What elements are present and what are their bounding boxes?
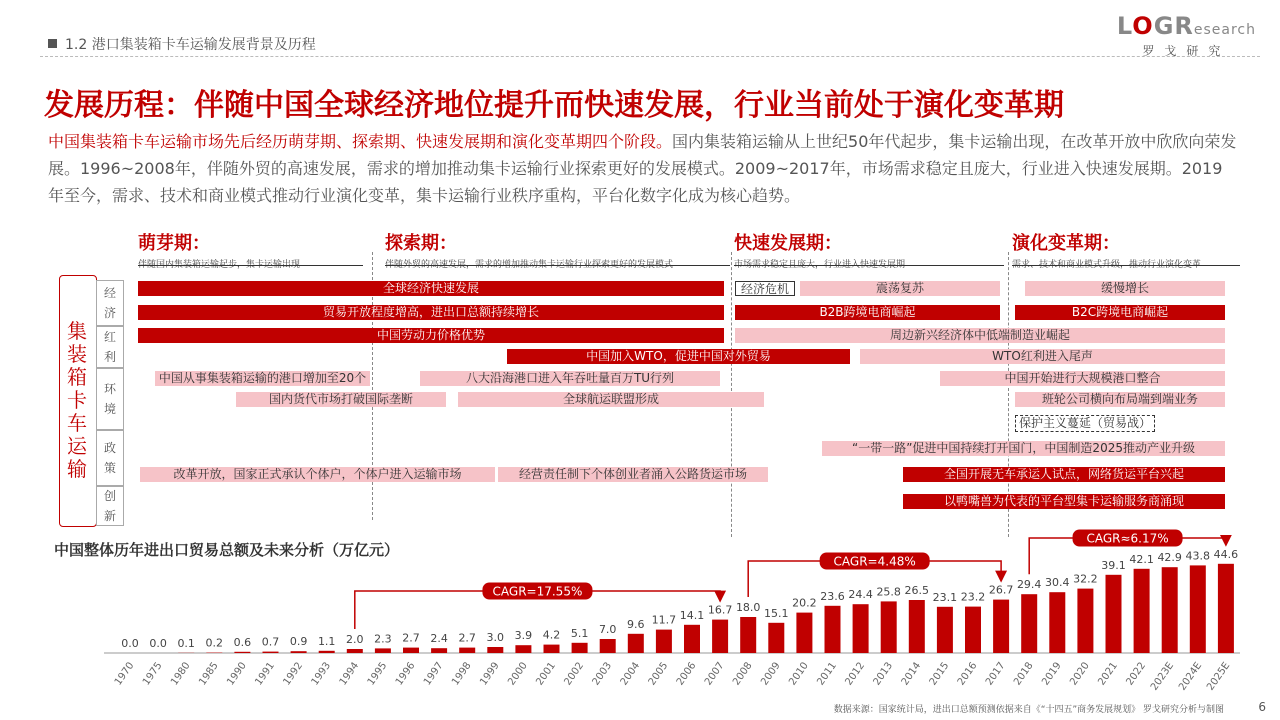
x-tick-label: 2022: [1124, 660, 1149, 688]
timeline-bar: “一带一路”促进中国持续打开国门，中国制造2025推动产业升级: [822, 441, 1225, 456]
cagr-label: CAGR=4.48%: [833, 554, 916, 569]
timeline-bar: 全球航运联盟形成: [458, 392, 764, 407]
x-tick-label: 1991: [253, 660, 277, 688]
chart-bar: [459, 648, 475, 653]
chart-bar: [1106, 575, 1122, 653]
x-tick-label: 1980: [169, 660, 193, 688]
x-tick-label: 2011: [815, 660, 839, 688]
timeline-bar: 以鸭嘴兽为代表的平台型集卡运输服务商涌现: [903, 494, 1225, 509]
chart-bar: [1049, 592, 1065, 653]
x-tick-labels-layer: [113, 660, 1233, 692]
bar-value-label: 0.6: [233, 635, 252, 649]
chart-bar: [656, 630, 672, 653]
chart-bar: [487, 647, 503, 653]
chart-bar: [263, 652, 279, 653]
x-tick-label: 2007: [702, 660, 727, 688]
page-number: 6: [1258, 700, 1266, 714]
cagr-label: CAGR=17.55%: [492, 584, 583, 599]
bar-value-label: 0.1: [177, 636, 195, 650]
timeline-bar: B2C跨境电商崛起: [1015, 305, 1225, 320]
chart-bar: [600, 639, 616, 653]
bar-value-label: 0.2: [205, 636, 224, 650]
bar-value-label: 4.2: [542, 628, 561, 642]
bar-value-label: 0.7: [261, 635, 280, 649]
bar-value-label: 14.1: [679, 608, 705, 622]
chart-bar: [403, 648, 419, 653]
stage-desc: 伴随国内集装箱运输起步，集卡运输出现: [138, 260, 301, 270]
bar-value-label: 7.0: [598, 623, 617, 636]
intro-highlight: 中国集装箱卡车运输市场先后经历萌芽期、探索期、快速发展期和演化变革期四个阶段。: [48, 132, 673, 151]
x-tick-label: 2015: [927, 660, 952, 688]
x-tick-label: 1985: [197, 660, 221, 688]
category-environment: 环 境: [96, 368, 124, 430]
logo-cn: 罗戈研究: [1142, 44, 1231, 58]
x-tick-label: 2001: [534, 660, 558, 688]
chart-bar: [234, 652, 250, 653]
bar-value-label: 25.8: [876, 585, 901, 599]
x-tick-label: 1995: [365, 660, 390, 688]
cagr-label: CAGR≈6.17%: [1086, 531, 1169, 546]
bar-value-label: 42.9: [1157, 551, 1182, 565]
bar-value-label: 30.4: [1045, 576, 1070, 590]
x-tick-label: 2021: [1096, 660, 1120, 688]
chart-bar: [1134, 569, 1150, 653]
bar-value-label: 26.5: [904, 584, 930, 597]
bar-value-label: 43.8: [1185, 549, 1211, 563]
stage-title: 萌芽期：: [138, 233, 210, 254]
timeline-bar: 中国从事集装箱运输的港口增加至20个: [155, 371, 370, 386]
x-tick-label: 1994: [337, 660, 362, 688]
bar-value-label: 2.3: [374, 632, 392, 646]
x-tick-label: 2023E: [1148, 660, 1177, 693]
chart-bar: [572, 643, 588, 653]
x-tick-label: 1998: [450, 660, 474, 688]
stage-desc: 伴随外贸的高速发展，需求的增加推动集卡运输行业探索更好的发展模式: [385, 260, 674, 270]
chart-bar: [881, 601, 897, 653]
chart-bar: [375, 648, 391, 653]
x-tick-label: 2017: [983, 660, 1008, 688]
chart-bar: [937, 607, 953, 653]
bar-value-label: 26.7: [988, 583, 1014, 597]
x-tick-label: 2006: [674, 660, 699, 688]
chart-bar: [431, 648, 447, 653]
timeline-bar: 全球经济快速发展: [138, 281, 724, 296]
bar-value-label: 3.9: [514, 629, 533, 643]
bar-value-label: 0.9: [289, 635, 308, 649]
timeline-bar: 贸易开放程度增高，进出口总额持续增长: [138, 305, 724, 320]
category-dividend: 红 利: [96, 326, 124, 368]
timeline-bar: 中国劳动力价格优势: [138, 328, 724, 343]
chart-bar: [853, 604, 869, 653]
timeline-bar: B2B跨境电商崛起: [735, 305, 1000, 320]
bar-value-label: 2.0: [346, 633, 364, 646]
side-label: 集装箱卡车运输: [67, 319, 87, 481]
x-tick-label: 1996: [393, 660, 418, 688]
chart-bar: [740, 617, 756, 653]
bar-value-label: 11.7: [651, 613, 677, 627]
x-tick-label: 1992: [281, 660, 306, 688]
chart-bar: [515, 645, 531, 653]
bar-value-label: 1.1: [317, 634, 336, 648]
bar-value-label: 39.1: [1101, 558, 1126, 572]
timeline-bar: 震荡复苏: [800, 281, 1000, 296]
logo-mark: LOGResearch: [1116, 12, 1256, 40]
x-tick-label: 1993: [309, 660, 334, 688]
x-tick-label: 1997: [421, 660, 446, 688]
bar-value-label: 2.7: [402, 631, 420, 645]
timeline-bar: 改革开放，国家正式承认个体户，个体户进入运输市场: [140, 467, 495, 482]
chart-bar: [1021, 594, 1037, 653]
chart-bar: [1077, 589, 1093, 653]
timeline-bar: WTO红利进入尾声: [860, 349, 1225, 364]
chart-bar: [796, 613, 812, 653]
chart-bar: [544, 645, 560, 653]
section-label: 1.2 港口集装箱卡车运输发展背景及历程: [65, 37, 316, 53]
timeline-bar: 八大沿海港口进入年吞吐量百万TU行列: [420, 371, 720, 386]
timeline-bar: 国内货代市场打破国际垄断: [236, 392, 446, 407]
stage-title: 快速发展期：: [734, 233, 842, 254]
x-tick-label: 1999: [478, 660, 502, 688]
category-innovation: 创 新: [96, 486, 124, 526]
x-tick-label: 2008: [731, 660, 755, 688]
bar-value-label: 23.1: [932, 590, 958, 604]
chart-bar: [965, 607, 981, 653]
bar-value-label: 23.6: [820, 589, 845, 603]
page-title: 发展历程：伴随中国全球经济地位提升而快速发展，行业当前处于演化变革期: [44, 88, 1064, 123]
chart-bar: [319, 651, 335, 653]
bar-value-label: 23.2: [960, 590, 986, 604]
intro-text: 国内集装箱运输从上世纪50年代起步，集卡运输出现，在改革开放中欣欣向荣发展。1996~2008年，伴随外贸的高速发展，需求的增加推动集卡运输行业探索更好的发展模式。2009~2017年，市场需求稳定且庞大，行业进入快速发展期。2019年至今，需求、技术和商业模式推动行业演化变革，集卡运输行业秩序重构，平台化数字化成为核心趋势。: [48, 132, 1237, 205]
chart-bar: [1218, 564, 1234, 653]
x-tick-label: 2000: [506, 660, 530, 688]
bar-value-label: 44.6: [1213, 547, 1239, 561]
x-tick-label: 1975: [140, 660, 165, 688]
x-tick-label: 2025E: [1205, 660, 1233, 693]
value-labels-layer: [121, 548, 1238, 650]
chart-bar: [684, 625, 700, 653]
timeline-bar: 经营责任制下个体创业者涌入公路货运市场: [498, 467, 768, 482]
chart-bar: [628, 634, 644, 653]
bar-value-label: 0.0: [121, 637, 139, 650]
bar-value-label: 2.7: [458, 631, 476, 645]
bar-value-label: 3.0: [486, 631, 505, 644]
x-tick-label: 2002: [562, 660, 587, 688]
x-tick-label: 2019: [1040, 660, 1064, 688]
bar-value-label: 18.0: [735, 601, 761, 614]
x-tick-label: 2014: [899, 660, 924, 688]
chart-bar: [1162, 567, 1178, 653]
category-economy: 经 济: [96, 280, 124, 326]
x-tick-label: 2018: [1012, 660, 1036, 688]
x-tick-label: 2016: [955, 660, 980, 688]
x-tick-label: 1970: [112, 660, 137, 688]
chart-bar: [909, 600, 925, 653]
x-tick-label: 2003: [590, 660, 615, 688]
chart-title: 中国整体历年进出口贸易总额及未来分析（万亿元）: [54, 541, 400, 559]
stage-title: 探索期：: [385, 233, 457, 254]
timeline-bar: 班轮公司横向布局端到端业务: [1015, 392, 1225, 407]
x-tick-label: 2005: [646, 660, 671, 688]
stage-title: 演化变革期：: [1012, 233, 1120, 254]
chart-bar: [768, 623, 784, 653]
stage-desc: 市场需求稳定且庞大，行业进入快速发展期: [734, 260, 906, 270]
timeline-bar: 中国加入WTO，促进中国对外贸易: [507, 349, 850, 364]
chart-bar: [347, 649, 363, 653]
x-tick-label: 2020: [1068, 660, 1092, 688]
data-source: 数据来源：国家统计局，进出口总额预测依据来自《“十四五”商务发展规划》 罗戈研究分析与制图: [833, 705, 1224, 715]
timeline-bar: 中国开始进行大规模港口整合: [940, 371, 1225, 386]
x-tick-label: 2012: [843, 660, 868, 688]
x-tick-label: 2010: [787, 660, 811, 688]
category-policy: 政 策: [96, 430, 124, 486]
bar-value-label: 2.4: [430, 632, 448, 646]
bar-value-label: 42.1: [1129, 552, 1154, 566]
bar-value-label: 24.4: [848, 588, 873, 602]
timeline-bar: 全国开展无车承运人试点，网络货运平台兴起: [903, 467, 1225, 482]
timeline-bar: 周边新兴经济体中低端制造业崛起: [735, 328, 1225, 343]
bar-value-label: 20.2: [792, 596, 817, 610]
chart-bar: [1190, 565, 1206, 653]
timeline-bar: 缓慢增长: [1025, 281, 1225, 296]
bar-value-label: 15.1: [764, 606, 789, 620]
x-tick-label: 2013: [871, 660, 896, 688]
chart-bar: [291, 651, 307, 653]
x-tick-label: 2009: [759, 660, 783, 688]
chart-bar: [712, 620, 728, 653]
timeline-bar: 保护主义蔓延（贸易战）: [1015, 415, 1155, 432]
bar-value-label: 9.6: [627, 617, 645, 631]
x-tick-label: 2024E: [1177, 660, 1205, 693]
bar-value-label: 5.1: [570, 626, 589, 640]
bar-value-label: 0.0: [149, 637, 167, 650]
chart-bar: [825, 606, 841, 653]
timeline-bar: 经济危机: [735, 281, 795, 296]
chart-bar: [993, 600, 1009, 653]
bar-value-label: 29.4: [1016, 578, 1042, 592]
stage-desc: 需求、技术和商业模式升级，推动行业演化变革: [1012, 260, 1202, 270]
bar-value-label: 32.2: [1073, 572, 1098, 586]
x-tick-label: 2004: [618, 660, 643, 688]
x-tick-label: 1990: [225, 660, 249, 688]
bar-value-label: 16.7: [707, 603, 733, 617]
